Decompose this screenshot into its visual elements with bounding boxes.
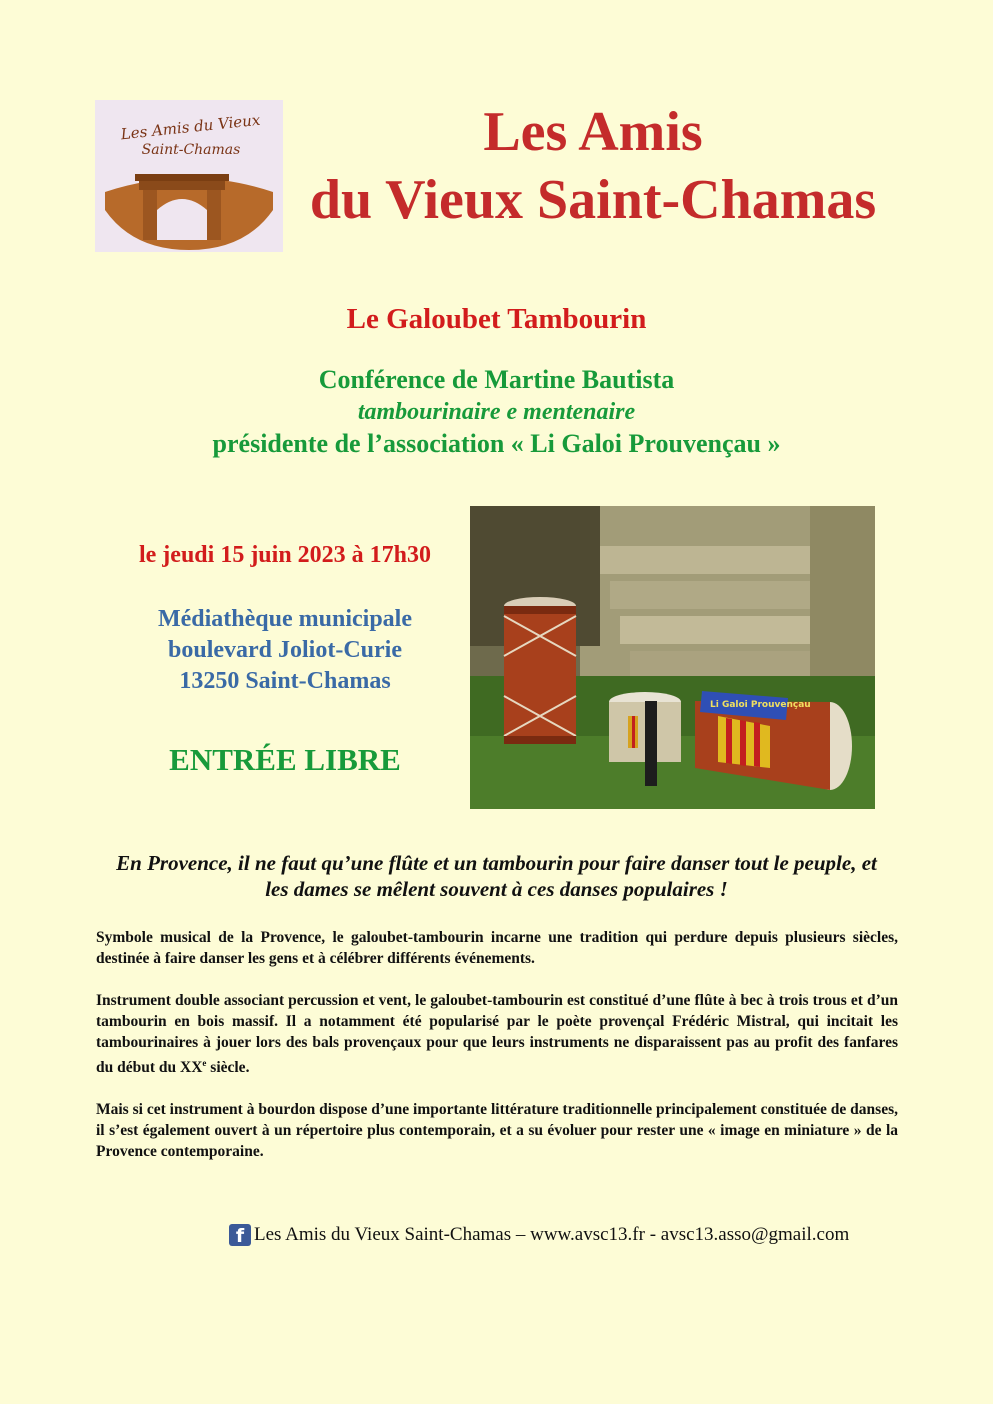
paragraph-2-end: siècle. xyxy=(206,1059,250,1077)
footer xyxy=(229,1224,929,1246)
title-line2: du Vieux Saint-Chamas xyxy=(309,169,877,231)
paragraph-2-main: Instrument double associant percussion et vent, le galoubet-tambourin est constitué d’une flûte à bec à trois trous et d’un tambourin en bois massif. Il a notamment été popularisé par le poète provençal Frédéric Mistral, qui incitait les tambourinaires à jouer lors des bals provençaux pour que leurs instruments ne disparaissent pas au profit des fanfares du début du XX xyxy=(96,992,898,1077)
conference-info xyxy=(0,364,993,460)
event-venue xyxy=(80,604,490,697)
footer-contact: Les Amis du Vieux Saint-Chamas – www.avsc13.fr - avsc13.asso@gmail.com xyxy=(254,1224,850,1245)
venue-line2: boulevard Joliot-Curie xyxy=(168,637,402,663)
logo-line2: Saint-Chamas xyxy=(141,142,241,158)
event-date: le jeudi 15 juin 2023 à 17h30 xyxy=(138,542,432,568)
paragraph-2-sup: e xyxy=(202,1058,207,1068)
speaker-presidency: présidente de l’association « Li Galoi Prouvençau » xyxy=(212,429,781,458)
free-entry-label: ENTRÉE LIBRE xyxy=(169,742,401,777)
intro-quote: En Provence, il ne faut qu’une flûte et un tambourin pour faire danser tout le peuple, et les dames se mêlent souvent à ces danses populaires ! xyxy=(116,851,877,901)
logo-graphic xyxy=(95,100,283,252)
body-text xyxy=(96,927,898,1183)
event-subject: Le Galoubet Tambourin xyxy=(346,303,647,335)
conference-speaker: Conférence de Martine Bautista xyxy=(318,365,675,394)
venue-line1: Médiathèque municipale xyxy=(157,606,412,632)
drum-banner-text: Li Galoi Prouvençau xyxy=(710,700,811,710)
venue-line3: 13250 Saint-Chamas xyxy=(179,668,391,694)
paragraph-2 xyxy=(96,990,898,1078)
page-title xyxy=(283,98,903,234)
paragraph-3: Mais si cet instrument à bourdon dispose d’une importante littérature traditionnelle principalement constituée de danses, il s’est également ouvert à un répertoire plus contemporain, et a su évoluer pour rester une « image en miniature » de la Provence contemporaine. xyxy=(96,1101,898,1161)
paragraph-1: Symbole musical de la Provence, le galoubet-tambourin incarne une tradition qui perdure depuis plusieurs siècles, destinée à faire danser les gens et à célébrer différents événements. xyxy=(96,929,898,967)
title-line1: Les Amis xyxy=(483,101,703,163)
association-logo xyxy=(95,100,283,252)
speaker-role: tambourinaire e mentenaire xyxy=(357,399,636,425)
facebook-icon[interactable]: f xyxy=(229,1224,251,1246)
drums-photo-graphic xyxy=(470,506,875,809)
drums-photo xyxy=(470,506,875,809)
logo-line1: Les Amis du Vieux xyxy=(119,110,262,144)
